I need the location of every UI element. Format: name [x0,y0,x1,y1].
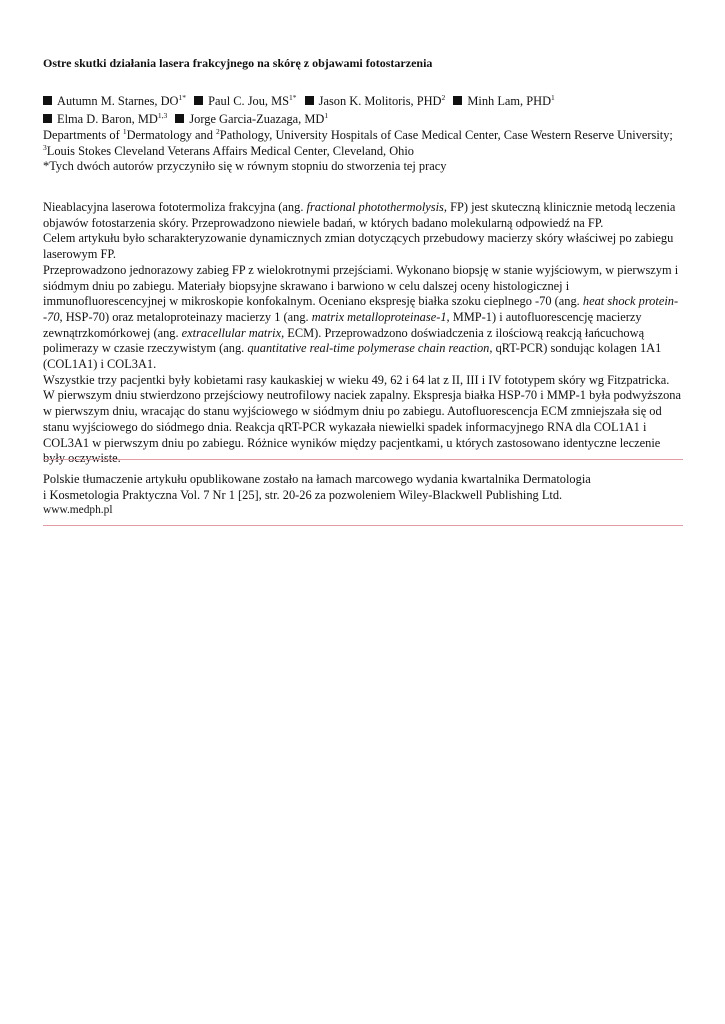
bullet-square-icon [43,96,52,105]
abstract-paragraph-methods: Przeprowadzono jednorazowy zabieg FP z wielokrotnymi przejściami. Wykonano biopsję w stanie wyjściowym, w pierwszym i siódmym dniu po zabiegu. Materiały biopsyjne skrawano i barwiono w celu dalszej oceny histologicznej i immunofluorescencyjnej w mikroskopie konfokalnym. Oceniano ekspresję białka szoku cieplnego -70 (ang. heat shock protein--70, HSP-70) oraz metaloproteinazy macierzy 1 (ang. matrix metalloproteinase-1, MMP-1) i autofluorescencję macierzy zewnątrzkomórkowej (ang. extracellular matrix, ECM). Przeprowadzono doświadczenia z ilościową reakcją łańcuchową polimerazy w czasie rzeczywistym (ang. quantitative real-time polymerase chain reaction, qRT-PCR) sondując kolagen 1A1 (COL1A1) i COL3A1. [43,262,679,372]
author-affiliation-mark: 2 [441,93,446,102]
article-title: Ostre skutki działania lasera frakcyjnego na skórę z objawami fotostarzenia [43,56,433,70]
abstract-paragraph-results: Wszystkie trzy pacjentki były kobietami rasy kaukaskiej w wieku 49, 62 i 64 lat z II, III i IV fototypem skóry wg Fitzpatricka. W pierwszym dniu stwierdzono przejściowy neutrofilowy naciek zapalny. Ekspresja białka HSP-70 i MMP-1 była podwyższona w pierwszym dniu, wracając do stanu wyjściowego w siódmym dniu po zabiegu. Autofluorescencja ECM zmniejszała się od stanu wyjściowego do siódmego dnia. Reakcja qRT-PCR wykazała niewielki spadek informacyjnego RNA dla COL1A1 i COL3A1 w pierwszym dniu po zabiegu. Różnice wyników między pacjentkami, u których zastosowano identyczne leczenie były oczywiste. [43,372,681,466]
abstract-paragraph-intro: Nieablacyjna laserowa fototermoliza frakcyjna (ang. fractional photothermolysis, FP) jest skuteczną klinicznie metodą leczenia objawów fotostarzenia skóry. Przeprowadzono niewiele badań, w których badano molekularną odpowiedź na FP. [43,200,676,230]
publisher-url: www.medph.pl [43,504,113,517]
author-affiliation-mark: 1* [178,93,186,102]
author-name: Jorge Garcia-Zuazaga, MD [189,112,325,126]
author-affiliation-mark: 1* [289,93,297,102]
author-name: Autumn M. Starnes, DO [57,94,179,108]
abstract-paragraph-aim: Celem artykułu było scharakteryzowanie dynamicznych zmian dotyczących przebudowy macierzy skóry właściwej po zabiegu laserowym FP. [43,231,674,262]
author-affiliation-mark: 1 [324,111,329,120]
translation-note-line-1: Polskie tłumaczenie artykułu opublikowane zostało na łamach marcowego wydania kwartalnika Dermatologia [43,472,591,486]
author-name: Paul C. Jou, MS [208,94,290,108]
equal-contribution-note: *Tych dwóch autorów przyczyniło się w równym stopniu do stworzenia tej pracy [43,159,447,173]
affiliations [43,128,683,175]
bullet-square-icon [305,96,314,105]
author-affiliation-mark: 1,3 [157,111,168,120]
bullet-square-icon [453,96,462,105]
author-name: Jason K. Molitoris, PHD [318,94,442,108]
author-line-2 [43,110,683,128]
affiliation-text: Departments of $^1$Dermatology and $^2$Pathology, University Hospitals of Case Medical Center, Case Western Reserve University; $^3$Louis Stokes Cleveland Veterans Affairs Medical Center, Cleveland, Ohio [43,127,673,158]
translation-note-line-2: i Kosmetologia Praktyczna Vol. 7 Nr 1 [25], str. 20-26 za pozwoleniem Wiley-Blackwell Publishing Ltd. [43,487,563,502]
divider-top [43,459,683,460]
bullet-square-icon [194,96,203,105]
abstract [43,200,683,467]
translation-note [43,472,683,519]
bullet-square-icon [175,114,184,123]
author-list [43,92,683,128]
bullet-square-icon [43,114,52,123]
author-name: Minh Lam, PHD [467,94,552,108]
author-line-1 [43,92,683,110]
author-name: Elma D. Baron, MD [57,112,158,126]
author-affiliation-mark: 1 [551,93,555,102]
divider-bottom [43,525,683,526]
